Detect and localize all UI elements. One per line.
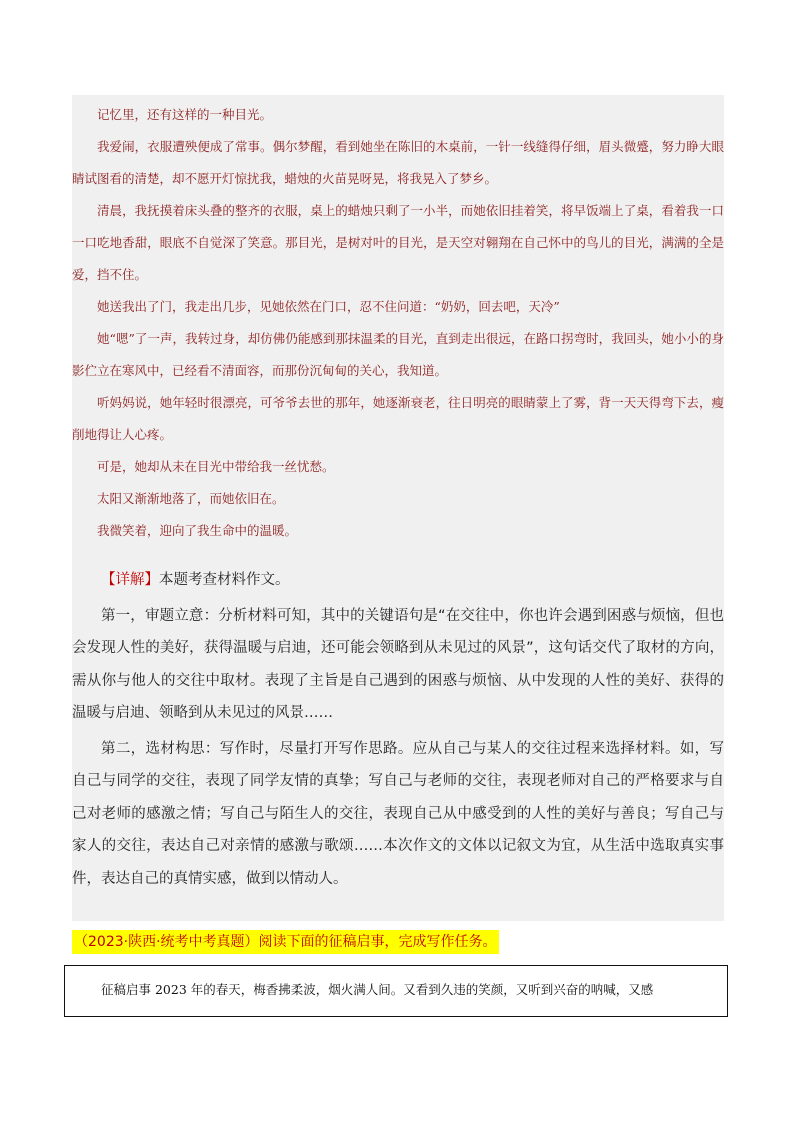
essay-paragraph: 听妈妈说，她年轻时很漂亮，可爷爷去世的那年，她逐渐衰老，往日明亮的眼睛蒙上了雾，背一天天得弯下去，瘦削地得让人心疼。 <box>72 395 724 442</box>
detail-label: 【详解】 <box>101 572 159 588</box>
notice-box <box>64 965 728 1017</box>
detail-paragraph: 第二，选材构思：写作时，尽量打开写作思路。应从自己与某人的交往过程来选择材料。如，写自己与同学的交往，表现了同学友情的真挚；写自己与老师的交往，表现老师对自己的严格要求与自己对老师的感激之情；写自己与陌生人的交往，表现自己从中感受到的人性的美好与善良；写自己与家人的交往，表达自己对亲情的感激与歌颂……本次作文的文体以记叙文为宜，从生活中选取真实事件，表达自己的真情实感，做到以情动人。 <box>72 740 724 887</box>
detail-intro: 本题考查材料作文。 <box>159 572 290 588</box>
question-source-highlight: （2023·陕西·统考中考真题）阅读下面的征稿启事，完成写作任务。 <box>72 930 499 954</box>
essay-paragraph: 她送我出了门，我走出几步，见她依然在门口，忍不住问道：“奶奶，回去吧，天冷” <box>97 299 560 314</box>
essay-paragraph: 我爱闹，衣服遭殃便成了常事。偶尔梦醒，看到她坐在陈旧的木桌前，一针一线缝得仔细，眉头微蹙，努力睁大眼睛试图看的清楚，却不愿开灯惊扰我，蜡烛的火苗晃呀晃，将我晃入了梦乡。 <box>72 139 724 186</box>
sample-essay <box>72 99 724 547</box>
essay-paragraph: 清晨，我抚摸着床头叠的整齐的衣服，桌上的蜡烛只剩了一小半，而她依旧挂着笑，将早饭端上了桌，看着我一口一口吃地香甜，眼底不自觉深了笑意。那目光，是树对叶的目光，是天空对翱翔在自己怀中的鸟儿的目光，满满的全是爱，挡不住。 <box>72 203 724 282</box>
essay-paragraph: 记忆里，还有这样的一种目光。 <box>97 107 273 122</box>
essay-paragraph: 我微笑着，迎向了我生命中的温暖。 <box>97 523 298 538</box>
essay-paragraph: 她“嗯”了一声，我转过身，却仿佛仍能感到那抹温柔的目光，直到走出很远，在路口拐弯时，我回头，她小小的身影伫立在寒风中，已经看不清面容，而那份沉甸甸的关心，我知道。 <box>72 331 724 378</box>
detail-explanation <box>72 564 724 895</box>
notice-text: 征稿启事 2023 年的春天，梅香拂柔波，烟火满人间。又看到久违的笑颜，又听到兴奋的呐喊，又感 <box>101 982 654 997</box>
detail-heading <box>72 564 724 597</box>
essay-paragraph: 太阳又渐渐地落了，而她依旧在。 <box>97 491 285 506</box>
detail-paragraph: 第一，审题立意：分析材料可知，其中的关键语句是“在交往中，你也许会遇到困惑与烦恼，但也会发现人性的美好，获得温暖与启迪，还可能会领略到从未见过的风景”，这句话交代了取材的方向，需从你与他人的交往中取材。表现了主旨是自己遇到的困惑与烦恼、从中发现的人性的美好、获得的温暖与启迪、领略到从未见过的风景…… <box>72 607 724 721</box>
essay-paragraph: 可是，她却从未在目光中带给我一丝忧愁。 <box>97 459 335 474</box>
